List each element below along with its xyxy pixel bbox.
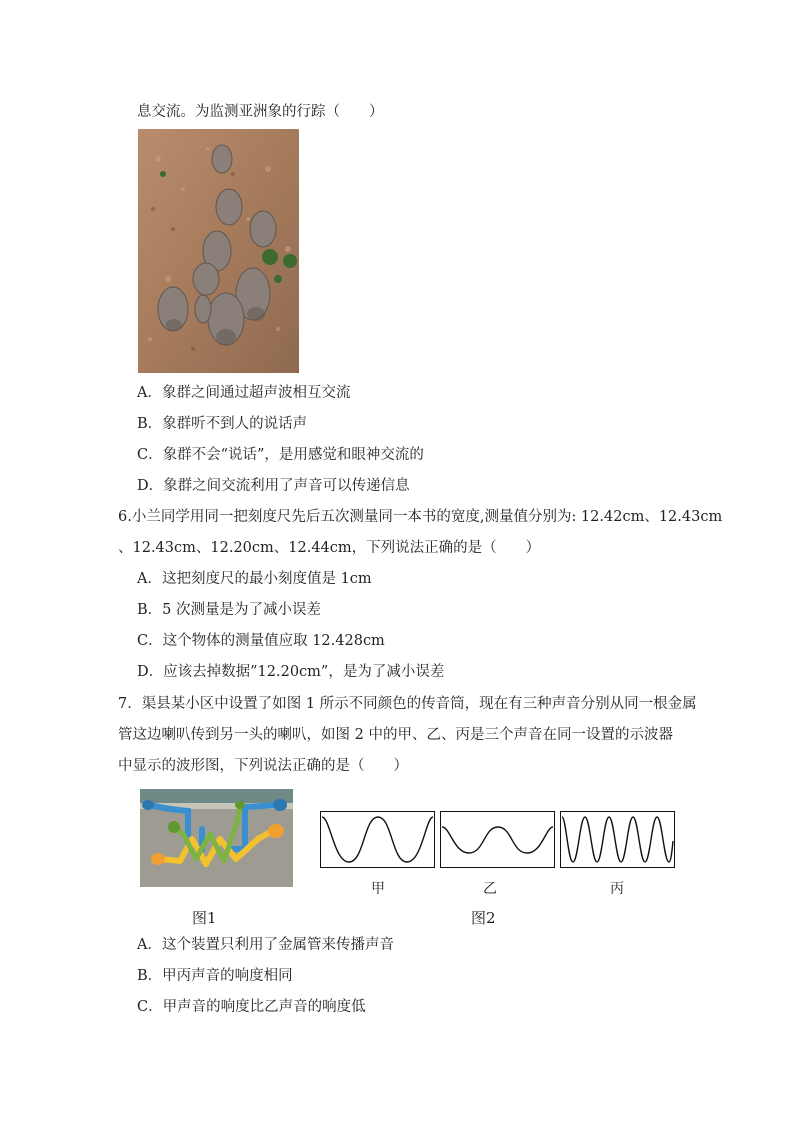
figure-1-caption: 图1 bbox=[192, 909, 217, 927]
waveform-label-yi: 乙 bbox=[483, 881, 497, 897]
q7-stem-line1: 7．渠县某小区中设置了如图 1 所示不同颜色的传音筒，现在有三种声音分别从同一根金属 bbox=[118, 696, 697, 712]
q6-option-a: A．这把刻度尺的最小刻度值是 1cm bbox=[137, 571, 372, 587]
elephant-herd-photo bbox=[138, 129, 299, 373]
waveform-jia bbox=[320, 811, 435, 868]
q5-option-b: B．象群听不到人的说话声 bbox=[137, 416, 308, 432]
waveform-label-jia: 甲 bbox=[371, 881, 385, 897]
sound-tube-photo bbox=[140, 789, 293, 887]
q7-stem-line3: 中显示的波形图，下列说法正确的是（ ） bbox=[118, 758, 408, 774]
waveform-yi bbox=[440, 811, 555, 868]
q7-stem-line2: 管这边喇叭传到另一头的喇叭，如图 2 中的甲、乙、丙是三个声音在同一设置的示波器 bbox=[118, 727, 673, 743]
q5-option-c: C．象群不会“说话”，是用感觉和眼神交流的 bbox=[137, 447, 424, 463]
q6-stem-line2: 、12.43cm、12.20cm、12.44cm，下列说法正确的是（ ） bbox=[118, 540, 541, 556]
q6-option-c: C．这个物体的测量值应取 12.428cm bbox=[137, 633, 385, 649]
q6-option-d: D．应该去掉数据”12.20cm”，是为了减小误差 bbox=[137, 664, 445, 680]
waveform-bing bbox=[560, 811, 675, 868]
q6-stem-line1: 6.小兰同学用同一把刻度尺先后五次测量同一本书的宽度,测量值分别为: 12.42cm、12.43cm bbox=[118, 509, 723, 525]
q5-option-a: A．象群之间通过超声波相互交流 bbox=[137, 385, 351, 401]
q5-stem-tail: 息交流。为监测亚洲象的行踪（ ） bbox=[137, 104, 384, 120]
q7-option-a: A．这个装置只利用了金属管来传播声音 bbox=[137, 937, 394, 953]
q7-option-b: B．甲丙声音的响度相同 bbox=[137, 968, 293, 984]
waveform-label-bing: 丙 bbox=[610, 881, 624, 897]
q6-option-b: B．5 次测量是为了减小误差 bbox=[137, 602, 321, 618]
q5-option-d: D．象群之间交流利用了声音可以传递信息 bbox=[137, 478, 410, 494]
q7-option-c: C．甲声音的响度比乙声音的响度低 bbox=[137, 999, 366, 1015]
figure-2-caption: 图2 bbox=[471, 909, 496, 927]
